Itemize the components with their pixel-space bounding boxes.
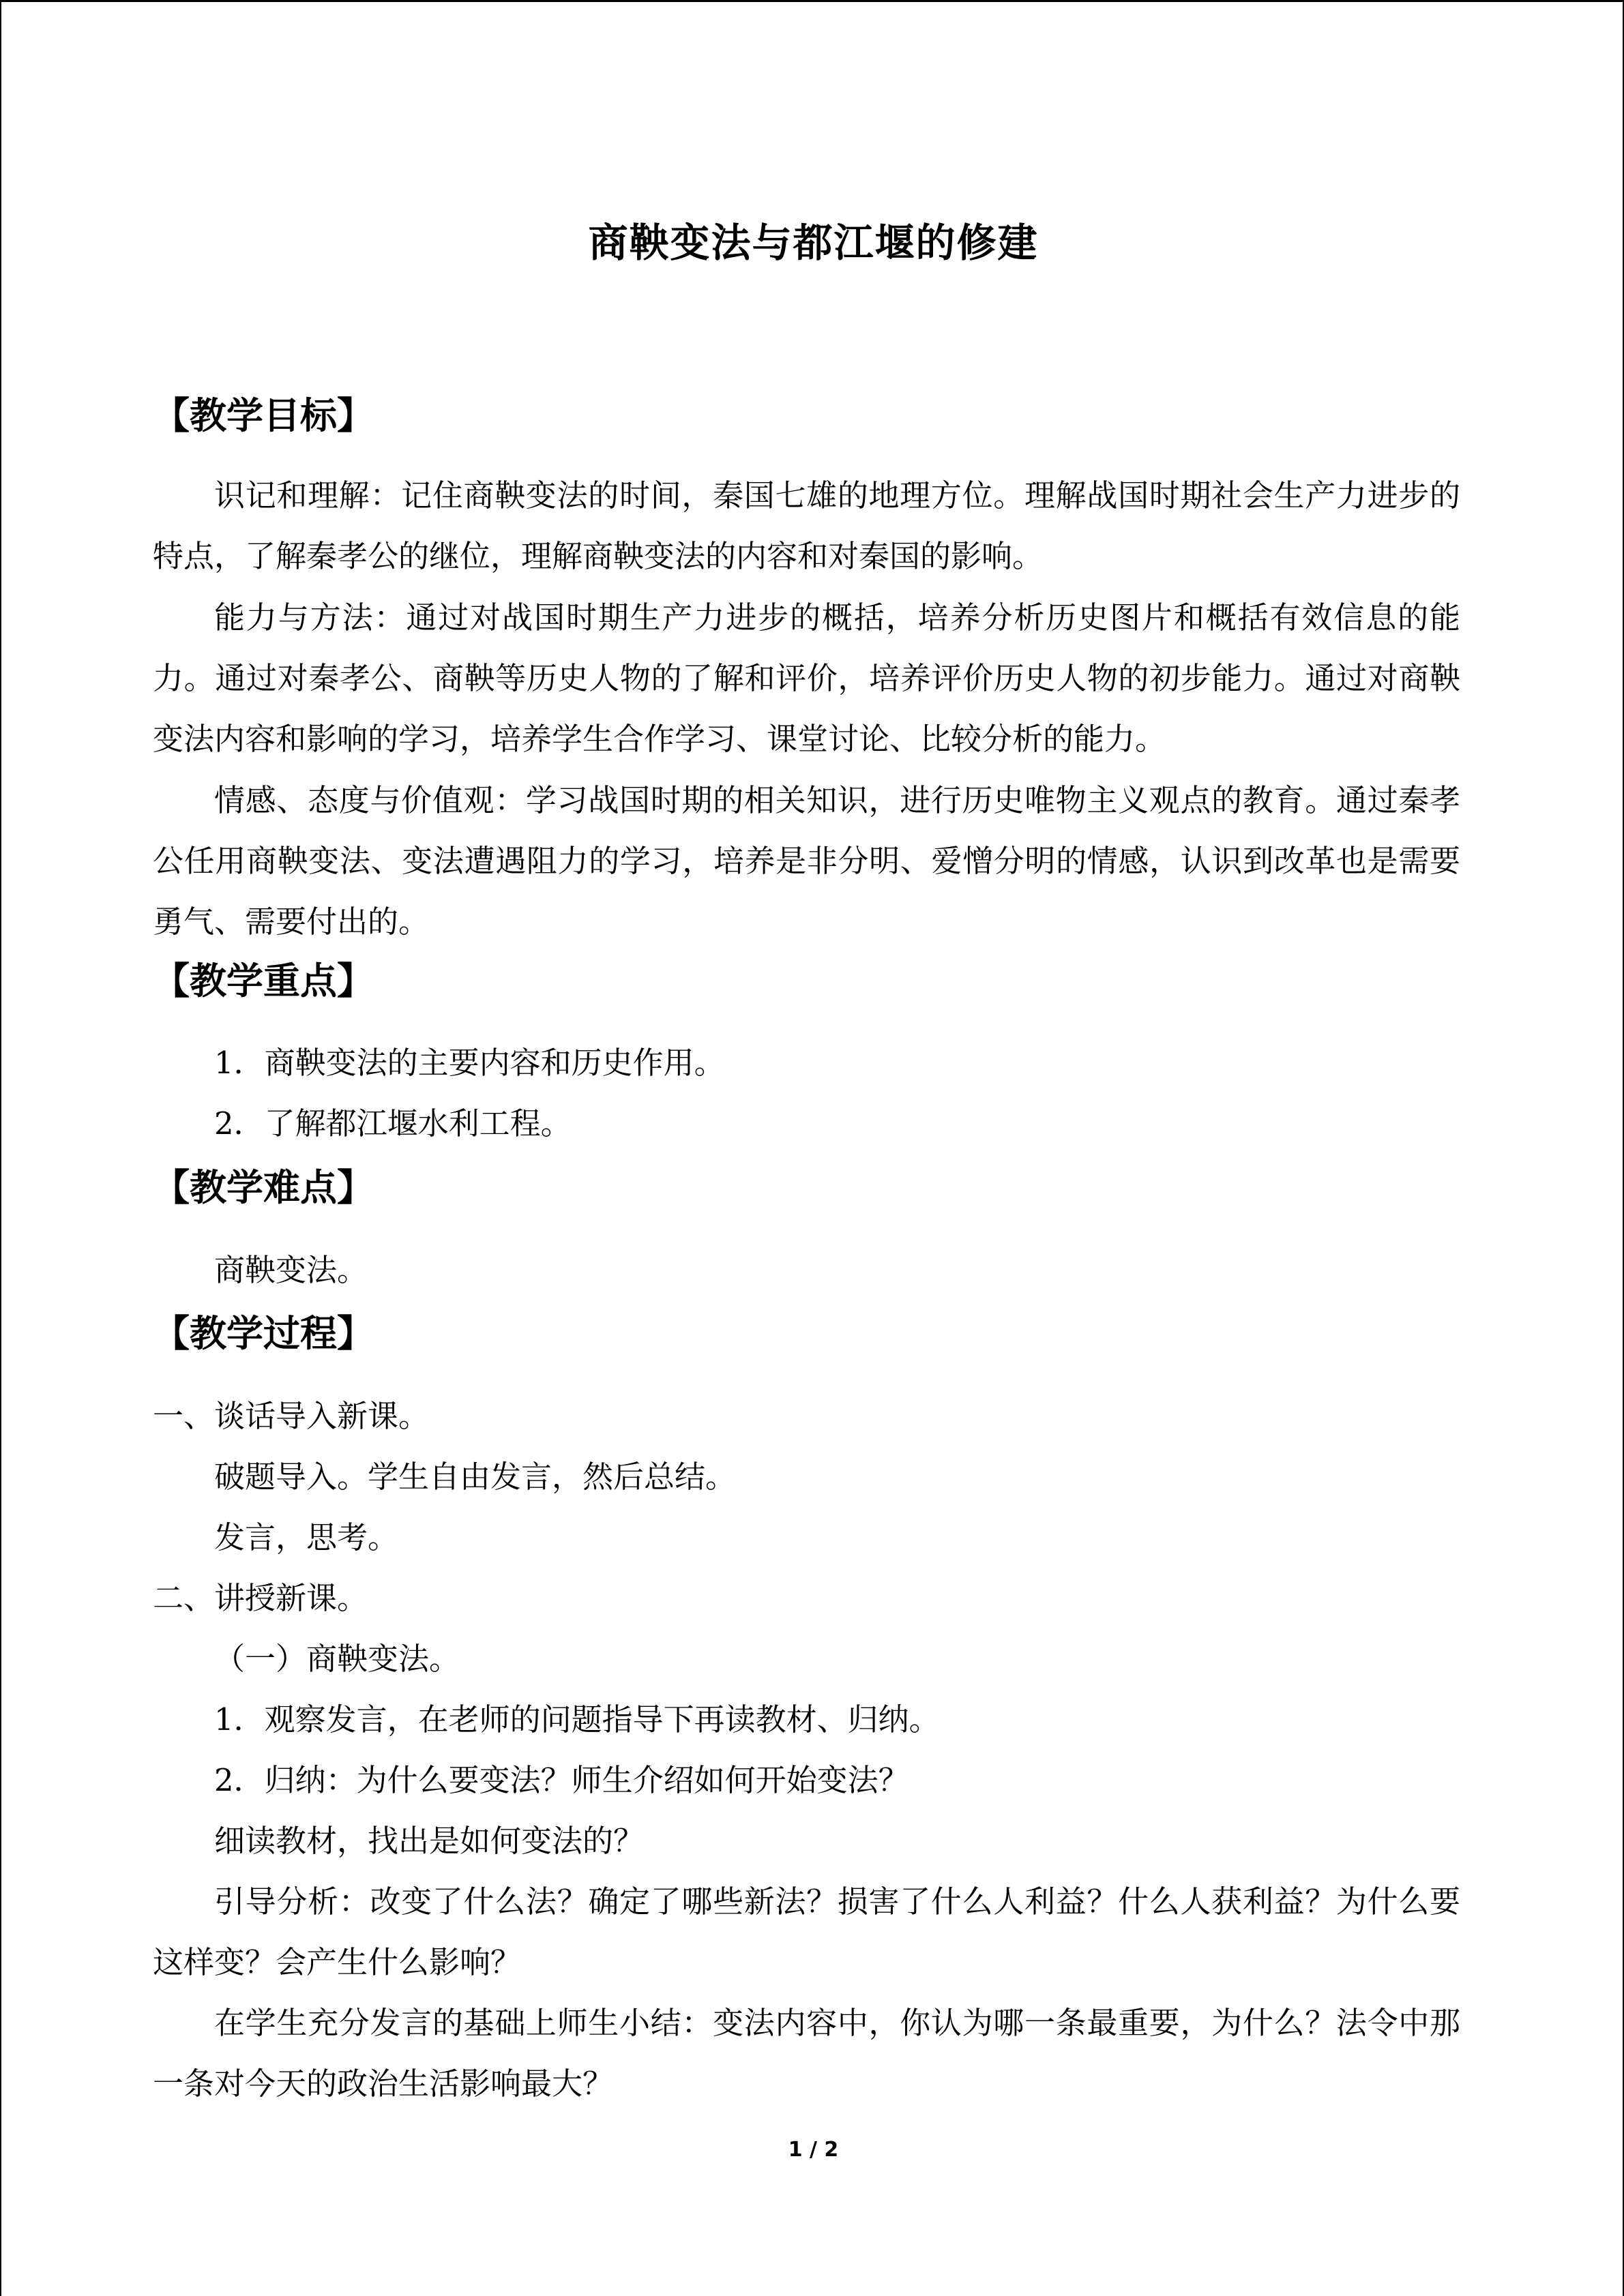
process-part2-subtitle: （一）商鞅变法。: [214, 1641, 460, 1677]
process-line: 2．归纳：为什么要变法？师生介绍如何开始变法？: [214, 1762, 909, 1798]
process-line: 破题导入。学生自由发言，然后总结。: [214, 1459, 737, 1495]
process-line: 细读教材，找出是如何变法的？: [214, 1823, 645, 1859]
process-part2-title: 二、讲授新课。: [153, 1580, 368, 1616]
process-part1-title: 一、谈话导入新课。: [153, 1398, 430, 1434]
document-title: 商鞅变法与都江堰的修建: [588, 220, 1039, 266]
process-line: 1．观察发言，在老师的问题指导下再读教材、归纳。: [214, 1701, 940, 1738]
process-paragraph: 在学生充分发言的基础上师生小结：变法内容中，你认为哪一条最重要，为什么？法令中那一条对今天的政治生活影响最大？: [153, 2005, 1460, 2102]
heading-process: 【教学过程】: [153, 1312, 374, 1355]
objectives-paragraph-2: 能力与方法：通过对战国时期生产力进步的概括，培养分析历史图片和概括有效信息的能力。通过对秦孝公、商鞅等历史人物的了解和评价，培养评价历史人物的初步能力。通过对商鞅变法内容和影响的学习，培养学生合作学习、课堂讨论、比较分析的能力。: [153, 599, 1460, 757]
objectives-paragraph-1: 识记和理解：记住商鞅变法的时间，秦国七雄的地理方位。理解战国时期社会生产力进步的特点，了解秦孝公的继位，理解商鞅变法的内容和对秦国的影响。: [153, 477, 1460, 574]
heading-difficulties: 【教学难点】: [153, 1166, 374, 1209]
page-number: 1 / 2: [788, 2138, 839, 2162]
objectives-paragraph-3: 情感、态度与价值观：学习战国时期的相关知识，进行历史唯物主义观点的教育。通过秦孝公任用商鞅变法、变法遭遇阻力的学习，培养是非分明、爱憎分明的情感，认识到改革也是需要勇气、需要付出的。: [153, 782, 1460, 940]
key-point-item: 1．商鞅变法的主要内容和历史作用。: [214, 1045, 725, 1081]
key-point-item: 2．了解都江堰水利工程。: [214, 1105, 572, 1142]
difficulty-text: 商鞅变法。: [214, 1252, 368, 1288]
heading-objectives: 【教学目标】: [153, 394, 374, 437]
heading-key-points: 【教学重点】: [153, 959, 374, 1002]
process-paragraph: 引导分析：改变了什么法？确定了哪些新法？损害了什么人利益？什么人获利益？为什么要这样变？会产生什么影响？: [153, 1883, 1460, 1980]
process-line: 发言，思考。: [214, 1519, 399, 1555]
